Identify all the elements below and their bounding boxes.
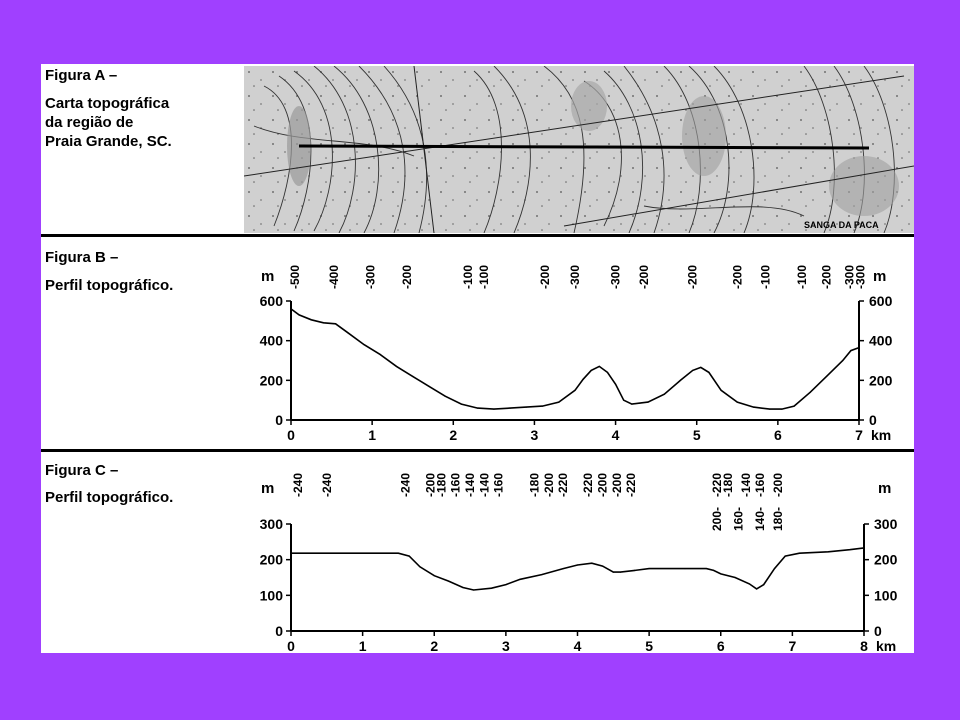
figura-c-xtick-label: 7	[788, 638, 797, 653]
figura-c-profile-line-0	[291, 548, 864, 590]
figura-b-profile-point	[311, 319, 312, 320]
figura-c-contour-label: -140	[477, 472, 492, 497]
figura-c-contour-label: -200	[541, 472, 556, 497]
figura-c-contour-label: -240	[291, 472, 306, 497]
figura-c-ytick-label-right: 100	[874, 587, 898, 604]
figura-b-contour-label: -200	[685, 264, 700, 289]
figura-b-profile-point	[793, 406, 794, 407]
figura-b-profile-point	[574, 390, 575, 391]
figura-c-profile-point	[620, 572, 621, 573]
figure-sheet	[41, 64, 914, 653]
figura-c-ylabel-right: m	[878, 480, 892, 497]
figura-c-profile-point	[409, 556, 410, 557]
figura-b-contour-label: -300	[608, 264, 623, 289]
figura-a-title: Figura A –	[45, 67, 118, 84]
figura-b-profile-point	[647, 402, 648, 403]
figura-b-contour-label: -400	[327, 264, 342, 289]
figura-b-profile-point	[607, 372, 608, 373]
figura-c-contour-label: -200	[423, 472, 438, 497]
figura-c-contour-label: -220	[581, 472, 596, 497]
figura-b-contour-label: -200	[636, 264, 651, 289]
figura-b-contour-label: -500	[288, 264, 303, 289]
profile-charts	[41, 64, 914, 653]
figura-b-contour-label: -100	[758, 264, 773, 289]
figura-c-xtick-label: 0	[287, 638, 295, 653]
figura-b-profile-point	[335, 323, 336, 324]
figura-b-contour-label: -200	[819, 264, 834, 289]
figura-b-profile-point	[363, 344, 364, 345]
figura-c-contour-label: -240	[398, 472, 413, 497]
figura-c-ytick-label-right: 200	[874, 551, 898, 568]
figura-c-ytick-label-left: 200	[259, 551, 283, 568]
figura-b-profile-point	[858, 347, 859, 348]
figura-b-profile-point	[412, 376, 413, 377]
figura-b-contour-label: -100	[477, 264, 492, 289]
figura-c-profile-point	[634, 570, 635, 571]
figura-b-ytick-label-right: 400	[869, 332, 893, 349]
figura-b-profile-point	[493, 408, 494, 409]
figura-b-xtick-label: 1	[368, 427, 377, 443]
figura-c-ytick-label-left: 100	[259, 587, 283, 604]
figura-a-desc-2: da região de	[45, 114, 134, 131]
figura-b-profile-point	[558, 402, 559, 403]
figura-c-profile-point	[520, 579, 521, 580]
figura-c-contour-label: 180-	[771, 506, 786, 531]
figura-b-profile-line-0	[291, 309, 859, 409]
figura-c-contour-label: 200-	[710, 506, 725, 531]
figura-c-profile-point	[505, 584, 506, 585]
figura-c-profile-point	[448, 580, 449, 581]
figura-c-xtick-label: 6	[716, 638, 725, 653]
figura-b-xtick-label: 6	[773, 427, 782, 443]
figura-b-contour-label: -300	[363, 264, 378, 289]
figura-b-profile-point	[737, 402, 738, 403]
figura-b-ytick-label-right: 0	[869, 412, 877, 428]
figura-c-contour-label: -160	[448, 472, 463, 497]
figura-c-ytick-label-right: 0	[874, 623, 882, 639]
figura-b-profile-point	[810, 392, 811, 393]
figura-c-profile-point	[863, 547, 864, 548]
figura-b-profile-point	[850, 350, 851, 351]
figura-b-profile-point	[428, 386, 429, 387]
figura-c-profile-point	[473, 589, 474, 590]
figura-c-contour-label: -160	[491, 472, 506, 497]
figura-b-profile-point	[477, 408, 478, 409]
figura-c-profile-point	[828, 551, 829, 552]
figura-b-profile-point	[708, 372, 709, 373]
figura-b-xtick-label: 3	[530, 427, 539, 443]
figura-c-profile-point	[849, 549, 850, 550]
figura-b-contour-label: -200	[400, 264, 415, 289]
figura-c-profile-point	[290, 553, 291, 554]
figura-c-contour-label: 140-	[753, 506, 768, 531]
figura-c-contour-label: -200	[771, 472, 786, 497]
figura-c-profile-point	[591, 563, 592, 564]
figura-b-profile-point	[623, 400, 624, 401]
figura-b-profile-point	[842, 360, 843, 361]
figura-b-profile-point	[720, 390, 721, 391]
figura-b-ytick-label-left: 400	[259, 332, 283, 349]
figura-b-profile-point	[680, 380, 681, 381]
figura-c-xtick-label: 4	[573, 638, 582, 653]
figura-c-profile-point	[774, 568, 775, 569]
figura-c-profile-point	[763, 584, 764, 585]
figura-b-profile-point	[781, 408, 782, 409]
figura-c-ytick-label-right: 300	[874, 516, 898, 532]
figura-b-profile-point	[639, 403, 640, 404]
figura-c-xtick-label: 1	[358, 638, 367, 653]
figura-a-desc-3: Praia Grande, SC.	[45, 133, 172, 150]
figura-b-profile-point	[299, 314, 300, 315]
figura-c-profile-point	[713, 570, 714, 571]
figura-c-ytick-label-left: 300	[259, 516, 283, 532]
figura-b-profile-point	[769, 408, 770, 409]
figura-c-profile-point	[613, 572, 614, 573]
figura-b-xtick-label: 5	[692, 427, 701, 443]
figura-c-ytick-label-left: 0	[275, 623, 283, 639]
figura-c-profile-point	[649, 568, 650, 569]
figura-c-subtitle: Perfil topográfico.	[45, 489, 174, 506]
figura-c-xtick-label: 5	[645, 638, 654, 653]
figura-b-profile-point	[396, 366, 397, 367]
figura-b-ytick-label-left: 0	[275, 412, 283, 428]
figura-c-contour-label: -140	[463, 472, 478, 497]
figura-b-contour-label: -200	[537, 264, 552, 289]
figura-c-profile-point	[684, 568, 685, 569]
figura-b-contour-label: -300	[568, 264, 582, 289]
figura-b-contour-label: -200	[730, 264, 745, 289]
figura-c-contour-label: -220	[710, 472, 725, 497]
figura-c-profile-point	[563, 568, 564, 569]
figura-c-contour-label: -200	[595, 472, 610, 497]
figura-b-ytick-label-right: 200	[869, 372, 893, 389]
figura-b-title: Figura B –	[45, 249, 119, 266]
figura-b-profile-point	[290, 308, 291, 309]
figura-b-profile-point	[509, 408, 510, 409]
figura-b-contour-label: -100	[460, 264, 475, 289]
figura-c-contour-label: -180	[527, 472, 542, 497]
figura-b-ytick-label-right: 600	[869, 293, 893, 309]
figura-c-profile-point	[734, 577, 735, 578]
figura-c-contour-label: 160-	[731, 506, 746, 531]
figura-c-contour-label: -180	[720, 472, 735, 497]
figura-c-profile-point	[398, 553, 399, 554]
figura-c-profile-point	[720, 573, 721, 574]
figura-b-xtick-label: 4	[611, 427, 620, 443]
figura-b-ylabel-left: m	[261, 268, 275, 285]
figura-b-profile-point	[599, 366, 600, 367]
figura-c-profile-point	[362, 553, 363, 554]
figura-c-profile-point	[434, 575, 435, 576]
figura-c-xtick-label: 3	[501, 638, 510, 653]
figura-c-contour-label: -220	[624, 472, 639, 497]
figura-b-profile-point	[347, 332, 348, 333]
figura-c-contour-label: -160	[753, 472, 768, 497]
figura-c-xlabel: km	[876, 638, 897, 653]
figura-b-profile-point	[753, 407, 754, 408]
figura-c-profile-point	[326, 553, 327, 554]
figura-b-profile-point	[380, 354, 381, 355]
figura-c-profile-point	[577, 564, 578, 565]
figura-c-profile-point	[419, 566, 420, 567]
figura-c-profile-point	[706, 568, 707, 569]
figura-b-xtick-label: 0	[287, 427, 295, 443]
figura-c-profile-point	[541, 574, 542, 575]
figura-b-profile-point	[542, 406, 543, 407]
figura-b-profile-point	[591, 370, 592, 371]
figura-c-profile-point	[756, 588, 757, 589]
figura-c-contour-label: -200	[609, 472, 624, 497]
figura-b-profile-point	[700, 367, 701, 368]
map-label-sanga: SANGA DA PACA	[804, 220, 879, 230]
figura-b-profile-point	[583, 379, 584, 380]
figura-b-xtick-label: 2	[449, 427, 458, 443]
figura-b-contour-label: -300	[853, 264, 868, 289]
figura-c-ylabel-left: m	[261, 480, 275, 497]
figura-c-title: Figura C –	[45, 462, 119, 479]
figura-c-profile-point	[749, 583, 750, 584]
figura-c-contour-label: -240	[319, 472, 334, 497]
figura-c-profile-point	[462, 587, 463, 588]
figura-b-ytick-label-left: 200	[259, 372, 283, 389]
figura-b-contour-label: -300	[842, 264, 857, 289]
figura-c-xtick-label: 8	[860, 638, 868, 653]
figura-b-ylabel-right: m	[873, 268, 887, 285]
figura-b-profile-point	[323, 322, 324, 323]
figura-b-profile-point	[615, 384, 616, 385]
figura-c-profile-point	[491, 588, 492, 589]
figura-b-profile-point	[631, 404, 632, 405]
figura-b-profile-point	[664, 394, 665, 395]
figura-b-profile-point	[461, 404, 462, 405]
figura-c-profile-point	[602, 565, 603, 566]
figura-c-contour-label: -220	[556, 472, 571, 497]
figura-c-contour-label: -140	[738, 472, 753, 497]
figura-b-profile-point	[826, 376, 827, 377]
figura-b-ytick-label-left: 600	[259, 293, 283, 309]
figura-c-profile-point	[785, 556, 786, 557]
figura-b-contour-label: -100	[795, 264, 810, 289]
figura-b-xtick-label: 7	[855, 427, 863, 443]
figura-a-desc-1: Carta topográfica	[45, 95, 170, 112]
figura-b-xlabel: km	[871, 427, 892, 443]
figura-b-profile-point	[445, 396, 446, 397]
figura-c-profile-point	[799, 553, 800, 554]
figura-b-subtitle: Perfil topográfico.	[45, 277, 174, 294]
figura-b-profile-point	[526, 407, 527, 408]
figura-c-xtick-label: 2	[430, 638, 439, 653]
figura-b-profile-point	[692, 370, 693, 371]
figura-c-contour-label: -180	[434, 472, 449, 497]
